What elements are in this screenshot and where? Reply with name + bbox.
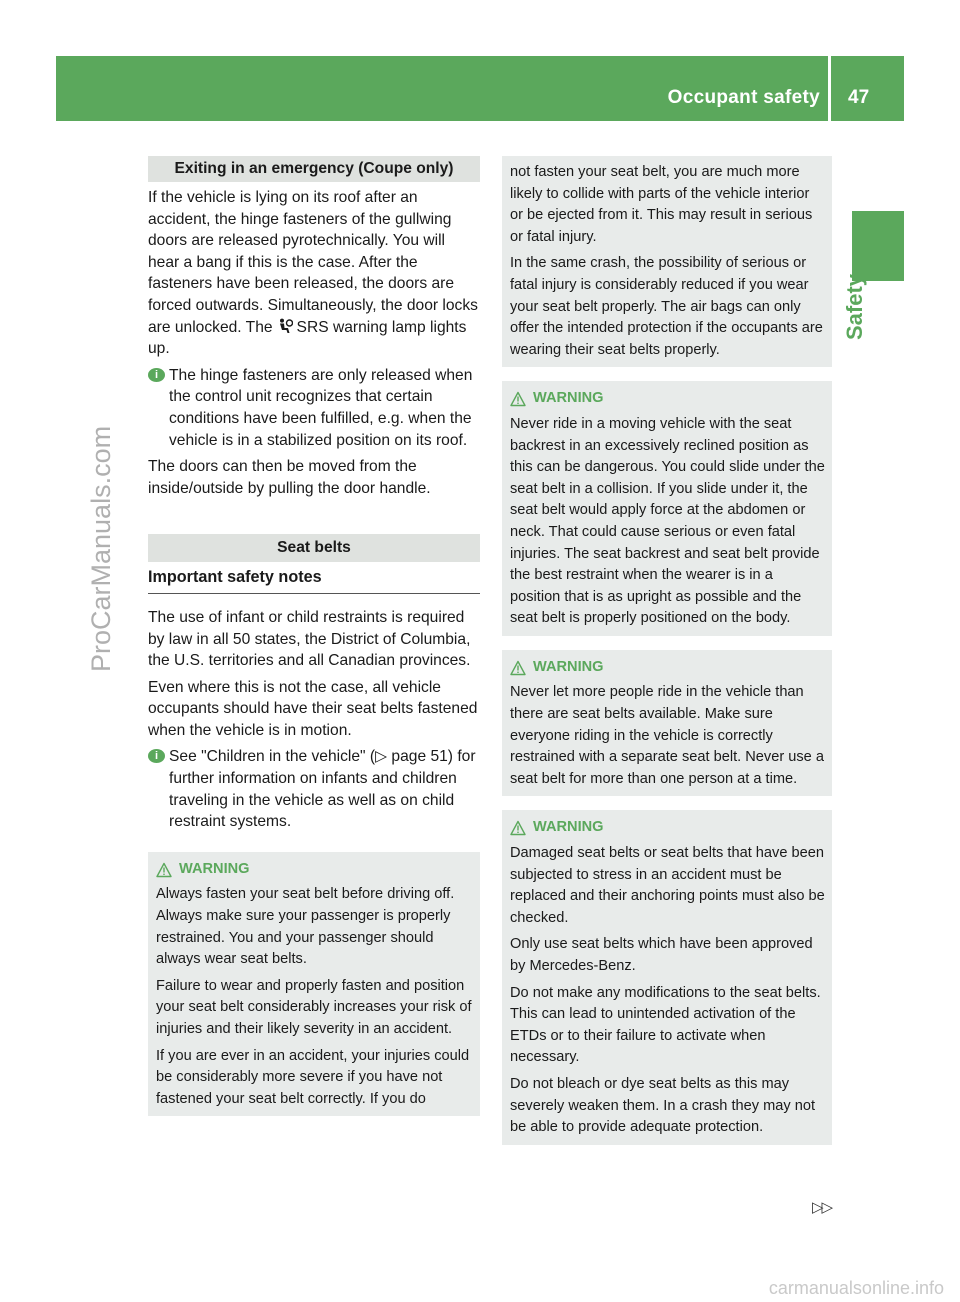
page-number: 47 bbox=[848, 87, 870, 108]
heading-seat-belts: Seat belts bbox=[148, 534, 480, 562]
warning-box-damaged-belts bbox=[502, 810, 832, 1144]
left-column bbox=[148, 156, 480, 1116]
doors-paragraph: The doors can then be moved from the inside/outside by pulling the door handle. bbox=[148, 458, 431, 497]
warning-triangle-icon bbox=[156, 862, 172, 878]
warning-paragraph: Do not bleach or dye seat belts as this may severely weaken them. In a crash they may not be able to provide adequate protection. bbox=[510, 1075, 815, 1136]
warning-paragraph: Never ride in a moving vehicle with the seat backrest in an excessively reclined position as this can be dangerous. You could slide under the seat belt in a collision. If you slide under it, the seat belt would apply force at the abdomen or neck. That could cause serious or even fatal injuries. The seat backrest and seat belt provide the best restraint when the wearer is in a position that is as upright as possible and the seat belt is properly positioned on the body. bbox=[510, 415, 825, 627]
warning-box-fasten-belt bbox=[148, 852, 480, 1117]
warning-title: WARNING bbox=[156, 859, 474, 881]
heading-exiting-emergency: Exiting in an emergency (Coupe only) bbox=[148, 156, 480, 182]
warning-paragraph: Never let more people ride in the vehicle than there are seat belts available. Make sure everyone riding in the vehicle is correctly restrained with a separate seat belt. Never use a seat belt for more than one person at a time. bbox=[510, 684, 824, 787]
section-tab-label: Safety bbox=[842, 273, 867, 340]
warning-paragraph: Damaged seat belts or seat belts that have been subjected to stress in an accident must be replaced and their anchoring points must also be checked. bbox=[510, 845, 825, 926]
warning-triangle-icon bbox=[510, 391, 526, 407]
section-tab-marker bbox=[852, 211, 904, 281]
continued-marker: ▷▷ bbox=[812, 1199, 832, 1216]
warning-paragraph: Always fasten your seat belt before driving off. Always make sure your passenger is properly restrained. You and your passenger should always wear seat belts. bbox=[156, 886, 455, 968]
page-title: Occupant safety bbox=[667, 87, 820, 108]
warning-paragraph: If you are ever in an accident, your injuries could be considerably more severe if you have not fastened your seat belt correctly. If you do bbox=[156, 1047, 470, 1107]
warning-paragraph: not fasten your seat belt, you are much more likely to collide with parts of the vehicle interior or be ejected from it. This may result in serious or fatal injury. bbox=[510, 164, 813, 245]
info-icon: i bbox=[148, 749, 165, 763]
watermark-bottom: carmanualsonline.info bbox=[768, 1278, 944, 1298]
warning-box-reclined-seat bbox=[502, 381, 832, 636]
info-note-hinge: i The hinge fasteners are only released when the control unit recognizes that certain conditions have been fulfilled, e.g. when the vehicle is in a stabilized position on its roof. bbox=[148, 365, 480, 451]
occupants-paragraph: Even where this is not the case, all vehicle occupants should have their seat belts fastened when the vehicle is in motion. bbox=[148, 678, 478, 739]
watermark-side: ProCarManuals.com bbox=[86, 425, 116, 672]
header-divider bbox=[828, 56, 831, 121]
exit-paragraph: If the vehicle is lying on its roof after an accident, the hinge fasteners of the gullwing doors are released pyrotechnically. You will hear a bang if this is the case. After the fasteners have been released, the doors are forced outwards. Simultaneously, the door locks are unlocked. The SRS warning lamp lights up. bbox=[148, 189, 478, 358]
law-paragraph: The use of infant or child restraints is required by law in all 50 states, the District of Columbia, the U.S. territories and all Canadian provinces. bbox=[148, 608, 471, 670]
warning-paragraph: Failure to wear and properly fasten and position your seat belt considerably increases your risk of injuries and their likely severity in an accident. bbox=[156, 977, 472, 1037]
info-icon: i bbox=[148, 368, 165, 382]
warning-box-seat-count bbox=[502, 650, 832, 797]
warning-paragraph: In the same crash, the possibility of serious or fatal injury is considerably reduced if you wear your seat belt properly. The air bags can only offer the intended protection if the occupants are wearing their seat belts properly. bbox=[510, 255, 823, 358]
warning-box-continued bbox=[502, 156, 832, 367]
right-column bbox=[502, 156, 832, 1145]
warning-title: WARNING bbox=[510, 657, 826, 679]
airbag-srs-icon bbox=[277, 318, 293, 334]
warning-triangle-icon bbox=[510, 660, 526, 676]
subheading-important-safety-notes: Important safety notes bbox=[148, 567, 480, 594]
warning-paragraph: Do not make any modifications to the seat belts. This can lead to unintended activation of the ETDs or to their failure to activate when necessary. bbox=[510, 984, 821, 1066]
info-note-children: i See "Children in the vehicle" (▷ page 51) for further information on infants and children traveling in the vehicle as well as on child restraint systems. bbox=[148, 746, 480, 832]
warning-paragraph: Only use seat belts which have been approved by Mercedes-Benz. bbox=[510, 936, 813, 974]
warning-title: WARNING bbox=[510, 388, 826, 410]
warning-triangle-icon bbox=[510, 820, 526, 836]
warning-title: WARNING bbox=[510, 817, 826, 839]
